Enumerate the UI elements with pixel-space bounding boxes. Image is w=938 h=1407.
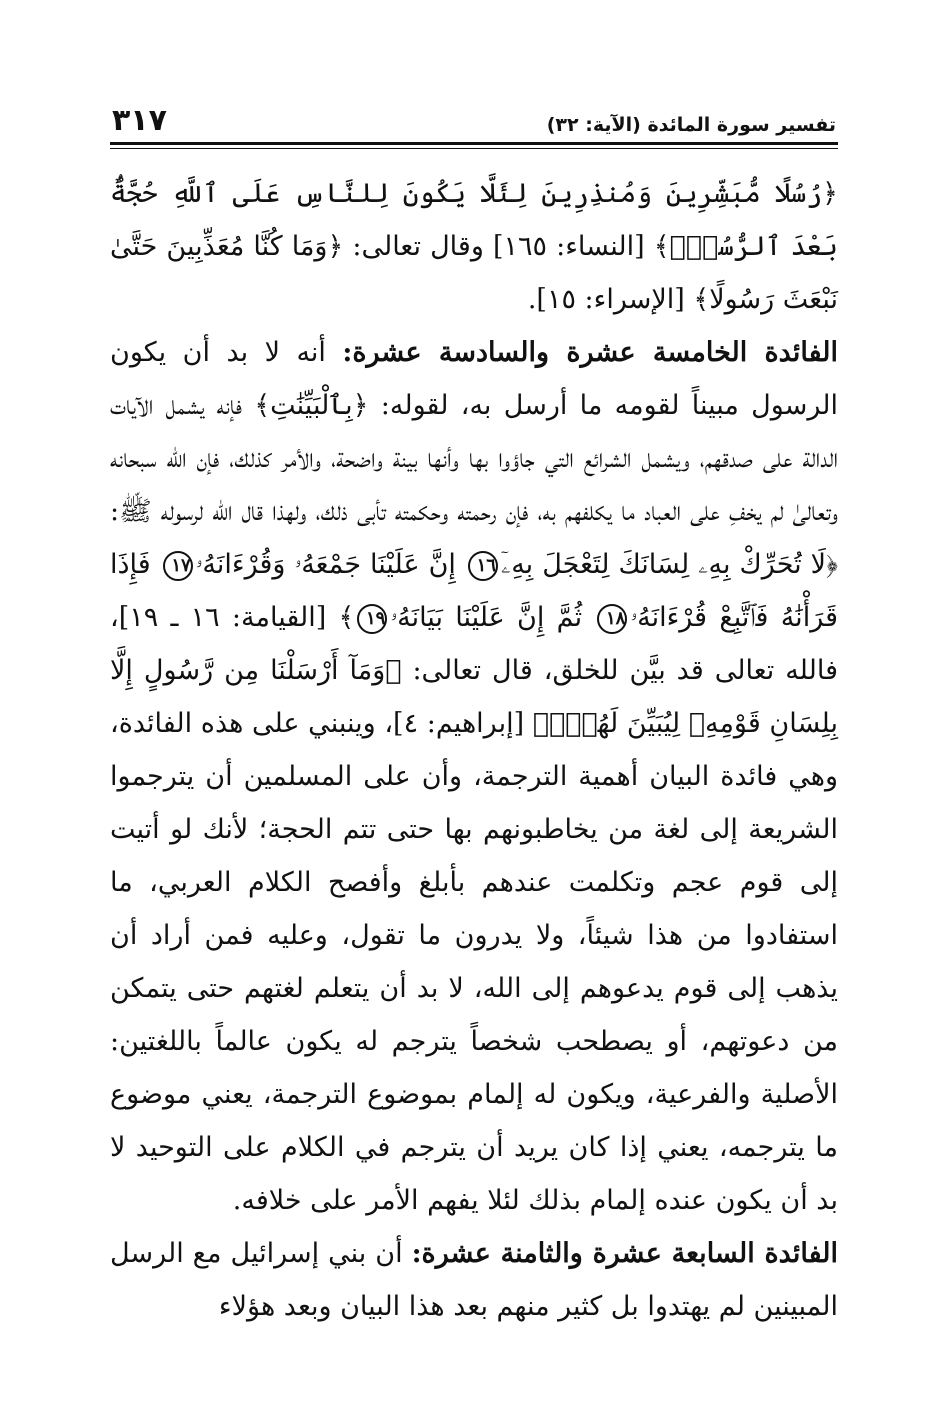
- paragraph-3: [110, 1227, 838, 1333]
- body-text-span: [القيامة: ١٦ ـ ١٩]، فالله تعالى قد بيَّن للخلق، قال تعالى:: [110, 602, 838, 686]
- paragraph-2: [110, 326, 838, 1227]
- body-text-span: فإنه يشمل الآيات الدالة على صدقهم، ويشمل الشرائع التي جاؤوا بها وأنها بينة واضحة، والأمر كذلك، فإن الله سبحانه وتعالىٰ لم يخفِ على العباد ما يكلفهم به، فإن رحمته وحكمته تأبى ذلك، ولهذا قال الله لرسوله ﷺ:: [110, 390, 838, 527]
- body-text-span: أن بني إسرائيل مع الرسل المبينين لم يهتدوا بل كثير منهم بعد هذا البيان وبعد هؤلاء: [110, 1238, 838, 1322]
- paragraph-1: [110, 167, 838, 326]
- body-text-span: [الإسراء: ١٥].: [527, 284, 694, 315]
- section-heading: الفائدة السابعة عشرة والثامنة عشرة:: [411, 1238, 838, 1269]
- body-text-span: [إبراهيم: ٤]، وينبني على هذه الفائدة، وهي فائدة البيان أهمية الترجمة، وأن على المسلمين أن يترجموا الشريعة إلى لغة من يخاطبونهم بها حتى تتم الحجة؛ لأنك لو أتيت إلى قوم عجم وتكلمت عندهم بأبلغ وأفصح الكلام العربي، ما استفادوا من هذا شيئاً، ولا يدرون ما تقول، وعليه فمن أراد أن يذهب إلى قوم يدعوهم إلى الله، لا بد أن يتعلم لغتهم حتى يتمكن من دعوتهم، أو يصطحب شخصاً يترجم له يكون عالماً باللغتين: الأصلية والفرعية، ويكون له إلمام بموضوع الترجمة، يعني موضوع ما يترجمه، يعني إذا كان يريد أن يترجم في الكلام على التوحيد لا بد أن يكون عنده إلمام بذلك لئلا يفهم الأمر على خلافه.: [110, 708, 838, 1216]
- header-title: تفسير سورة المائدة (الآية: ٣٢): [546, 114, 836, 136]
- body-text: [110, 167, 838, 1333]
- quran-verse: ﴿بِٱلْبَيِّنَٰتِ﴾: [254, 390, 369, 421]
- quran-verse: فَإِذَا قَرَأْنَٰهُ فَٱتَّبِعْ قُرْءَانَهُۥ: [110, 549, 838, 633]
- quran-verse: ثُمَّ إِنَّ عَلَيْنَا بَيَانَهُۥ: [390, 602, 595, 633]
- ayah-number-marker: ١٩: [357, 604, 387, 634]
- ayah-number-marker: ١٦: [468, 551, 498, 581]
- body-text-span: [النساء: ١٦٥] وقال تعالى:: [343, 231, 654, 262]
- header-rule: [110, 142, 838, 145]
- running-header: [110, 92, 838, 136]
- quran-verse: إِنَّ عَلَيْنَا جَمْعَهُۥ وَقُرْءَانَهُۥ: [195, 549, 465, 580]
- quran-verse: ﴿لَا تُحَرِّكْ بِهِۦ لِسَانَكَ لِتَعْجَلَ بِهِۦٓ: [500, 549, 839, 580]
- header-rule-thin: [110, 148, 838, 149]
- ayah-number-marker: ١٨: [597, 604, 627, 634]
- quran-verse: ﴿وَمَآ أَرْسَلْنَا مِن رَّسُولٍ إِلَّا بِلِسَانِ قَوْمِهِۦ لِيُبَيِّنَ لَهُمْۖ﴾: [110, 655, 838, 739]
- section-heading: الفائدة الخامسة عشرة والسادسة عشرة:: [342, 337, 838, 368]
- quran-verse: ﴿وَمَا كُنَّا مُعَذِّبِينَ حَتَّىٰ نَبْعَثَ رَسُولًا﴾: [110, 231, 838, 315]
- page-number: ٣١٧: [112, 103, 167, 138]
- book-page: [110, 92, 838, 1333]
- quran-verse: ﴾: [338, 602, 355, 633]
- body-text-span: أنه لا بد أن يكون الرسول مبيناً لقومه ما أرسل به، لقوله:: [110, 337, 838, 421]
- ayah-number-marker: ١٧: [163, 551, 193, 581]
- quran-verse: ﴿رُسُلًا مُّبَشِّرِينَ وَمُنذِرِينَ لِئَلَّا يَكُونَ لِلنَّاسِ عَلَى ٱللَّهِ حُجَّةٌۢ بَعْدَ ٱلرُّسُلِۚ﴾: [110, 178, 838, 262]
